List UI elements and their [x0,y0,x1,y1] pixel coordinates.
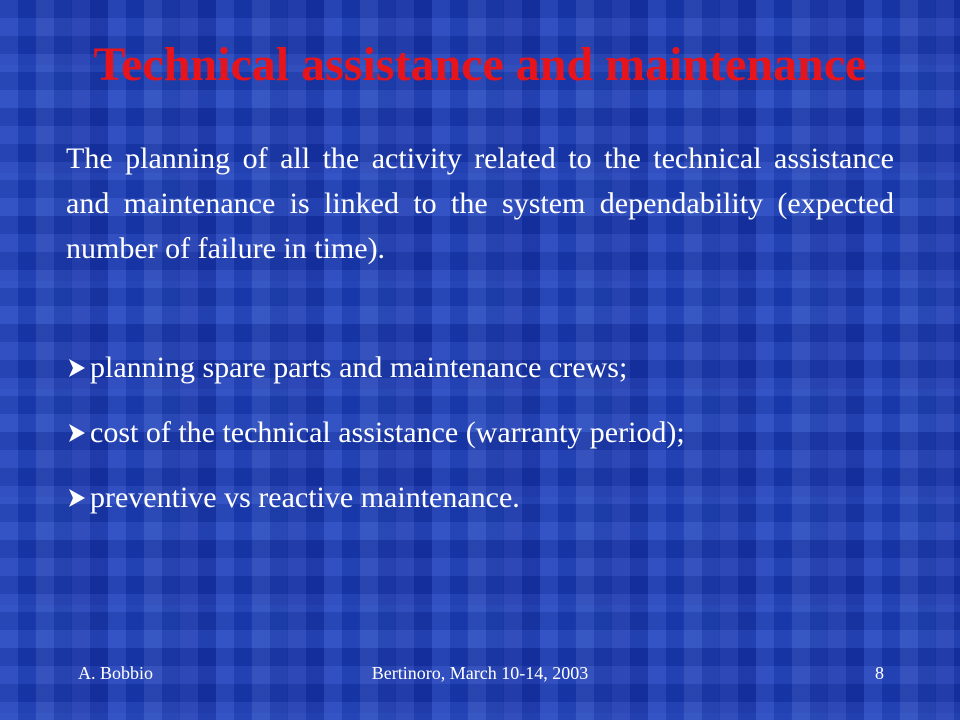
footer-author: A. Bobbio [78,663,154,683]
arrow-right-icon [66,422,88,444]
page-number: 8 [875,663,884,683]
footer-event: Bertinoro, March 10-14, 2003 [371,663,589,683]
bullet-item [66,476,896,519]
bullet-item [66,411,896,454]
slide-title: Technical assistance and maintenance [93,38,867,91]
intro-paragraph: The planning of all the activity related to the technical assistance and maintenance is linked to the system dependability (expected number of failure in time). [66,142,894,265]
bullet-item [66,346,896,389]
arrow-right-icon [66,357,88,379]
bullet-text: preventive vs reactive maintenance. [90,480,520,514]
bullet-list [66,346,896,541]
bullet-text: planning spare parts and maintenance crews; [90,350,628,384]
arrow-right-icon [66,487,88,509]
bullet-text: cost of the technical assistance (warranty period); [90,415,685,449]
